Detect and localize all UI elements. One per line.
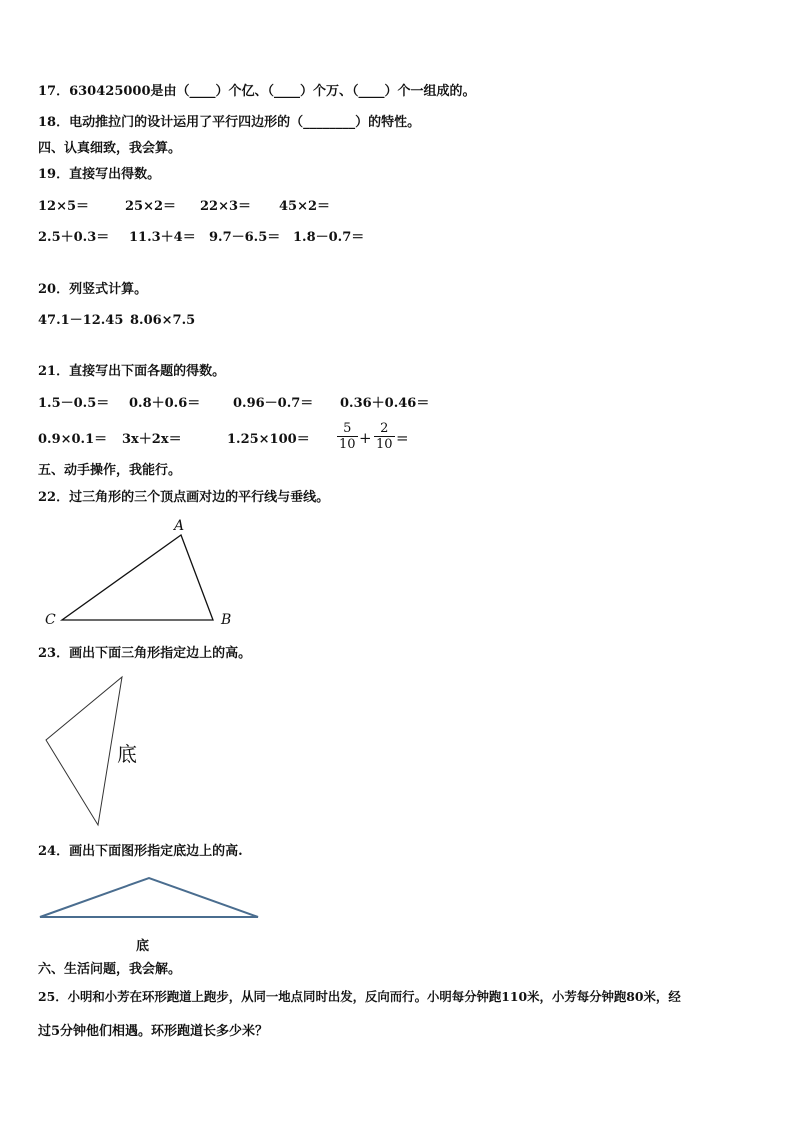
q19-item: 12×5＝ [38,199,90,214]
question-23: 23．画出下面三角形指定边上的高。 [38,646,252,661]
q21-item: 1.5－0.5＝ [38,396,110,411]
fraction-denominator: 10 [376,437,393,452]
q19-item: 9.7－6.5＝ [209,230,281,245]
q19-item: 25×2＝ [125,199,177,214]
triangle-q24 [40,878,258,917]
question-25-line-2: 过5分钟他们相遇。环形跑道长多少米？ [38,1024,269,1039]
section-6-title: 六、生活问题，我会解。 [38,962,182,977]
question-18: 18．电动推拉门的设计运用了平行四边形的（________）的特性。 [38,115,421,130]
question-20: 20．列竖式计算。 [38,282,148,297]
q21-item: 0.8＋0.6＝ [129,396,201,411]
base-label-q23: 底 [117,742,137,766]
question-22: 22．过三角形的三个顶点画对边的平行线与垂线。 [38,490,330,505]
fraction-denominator: 10 [339,437,356,452]
q21-item: 0.36＋0.46＝ [340,396,430,411]
q19-item: 11.3＋4＝ [129,230,196,245]
q19-item: 1.8－0.7＝ [293,230,365,245]
q21-item: 0.9×0.1＝ [38,432,108,447]
q21-item: 3x＋2x＝ [122,432,182,447]
question-17: 17．630425000是由（____）个亿、（____）个万、（____）个一组成的。 [38,84,476,99]
q19-item: 45×2＝ [279,199,331,214]
plus-sign: + [359,429,372,447]
question-21: 21．直接写出下面各题的得数。 [38,364,226,379]
question-24: 24．画出下面图形指定底边上的高. [38,844,243,859]
base-label-q24: 底 [136,939,150,954]
q19-item: 2.5＋0.3＝ [38,230,110,245]
vertex-label-b: B [221,612,232,628]
fraction-numerator: 2 [380,421,389,436]
vertex-label-c: C [45,612,56,628]
q21-item: 1.25×100＝ [227,432,310,447]
section-5-title: 五、动手操作，我能行。 [38,463,182,478]
vertex-label-a: A [174,518,185,534]
q21-item: 0.96－0.7＝ [233,396,314,411]
q20-item: 47.1－12.45 [38,313,124,328]
question-25-line-1: 25．小明和小芳在环形跑道上跑步，从同一地点同时出发，反向而行。小明每分钟跑110米，小芳每分钟跑80米，经 [38,989,681,1004]
section-4-title: 四、认真细致，我会算。 [38,141,182,156]
equals-sign: = [396,429,409,447]
fraction-numerator: 5 [343,421,352,436]
question-19: 19．直接写出得数。 [38,167,161,182]
q20-item: 8.06×7.5 [130,313,196,328]
q19-item: 22×3＝ [200,199,252,214]
